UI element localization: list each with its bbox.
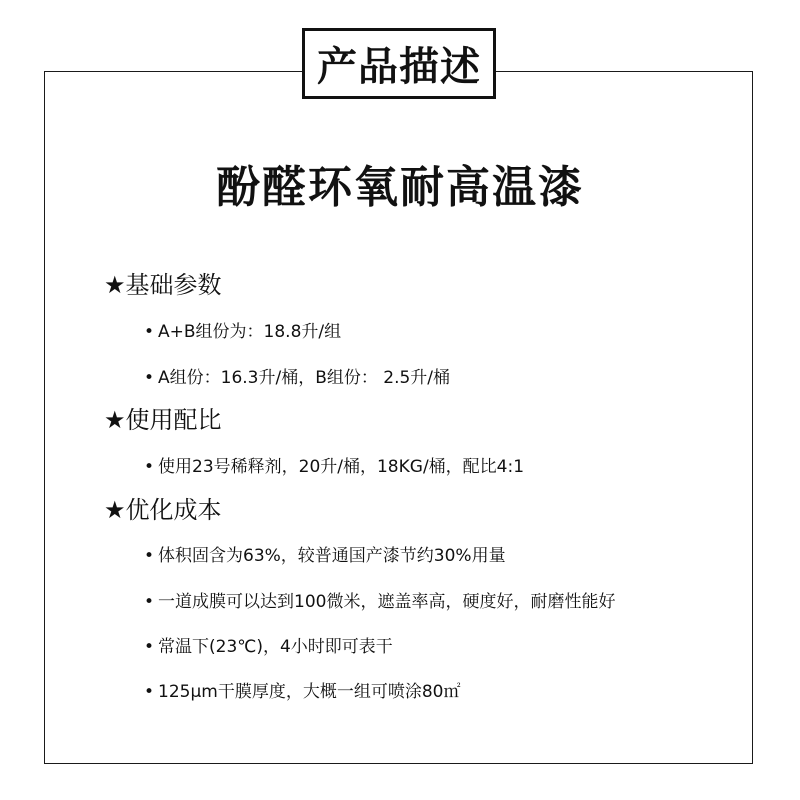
list-item: [144, 366, 450, 390]
bullet-icon: •: [144, 322, 155, 342]
section-heading-label: 基础参数: [125, 271, 222, 299]
list-item: [144, 680, 460, 704]
list-item-text: 使用23号稀释剂，20升/桶，18KG/桶，配比4:1: [158, 457, 525, 477]
bullet-icon: •: [144, 637, 155, 657]
list-item-text: A组份：16.3升/桶，B组份： 2.5升/桶: [158, 368, 451, 388]
bullet-icon: •: [144, 682, 155, 702]
star-icon: ★: [104, 271, 126, 299]
list-item: [144, 635, 393, 659]
star-icon: ★: [104, 406, 126, 434]
section-heading-mix-ratio: [104, 405, 222, 435]
list-item: [144, 544, 506, 568]
list-item-text: 125μm干膜厚度，大概一组可喷涂80㎡: [158, 682, 461, 702]
bullet-icon: •: [144, 368, 155, 388]
section-heading-basic-params: [104, 270, 222, 300]
list-item: [144, 590, 615, 614]
list-item-text: A+B组份为：18.8升/组: [158, 322, 342, 342]
section-heading-label: 使用配比: [125, 406, 222, 434]
star-icon: ★: [104, 496, 126, 524]
bullet-icon: •: [144, 457, 155, 477]
list-item-text: 常温下(23℃)，4小时即可表干: [158, 637, 393, 657]
bullet-icon: •: [144, 592, 155, 612]
list-item: [144, 455, 524, 479]
list-item-text: 一道成膜可以达到100微米，遮盖率高，硬度好，耐磨性能好: [158, 592, 616, 612]
list-item-text: 体积固含为63%，较普通国产漆节约30%用量: [158, 546, 506, 566]
product-title: 酚醛环氧耐高温漆: [216, 162, 584, 213]
section-header-box: [302, 28, 496, 99]
list-item: [144, 320, 341, 344]
section-heading-cost-optimization: [104, 495, 222, 525]
bullet-icon: •: [144, 546, 155, 566]
section-header-label: 产品描述: [317, 44, 481, 90]
section-heading-label: 优化成本: [125, 496, 222, 524]
